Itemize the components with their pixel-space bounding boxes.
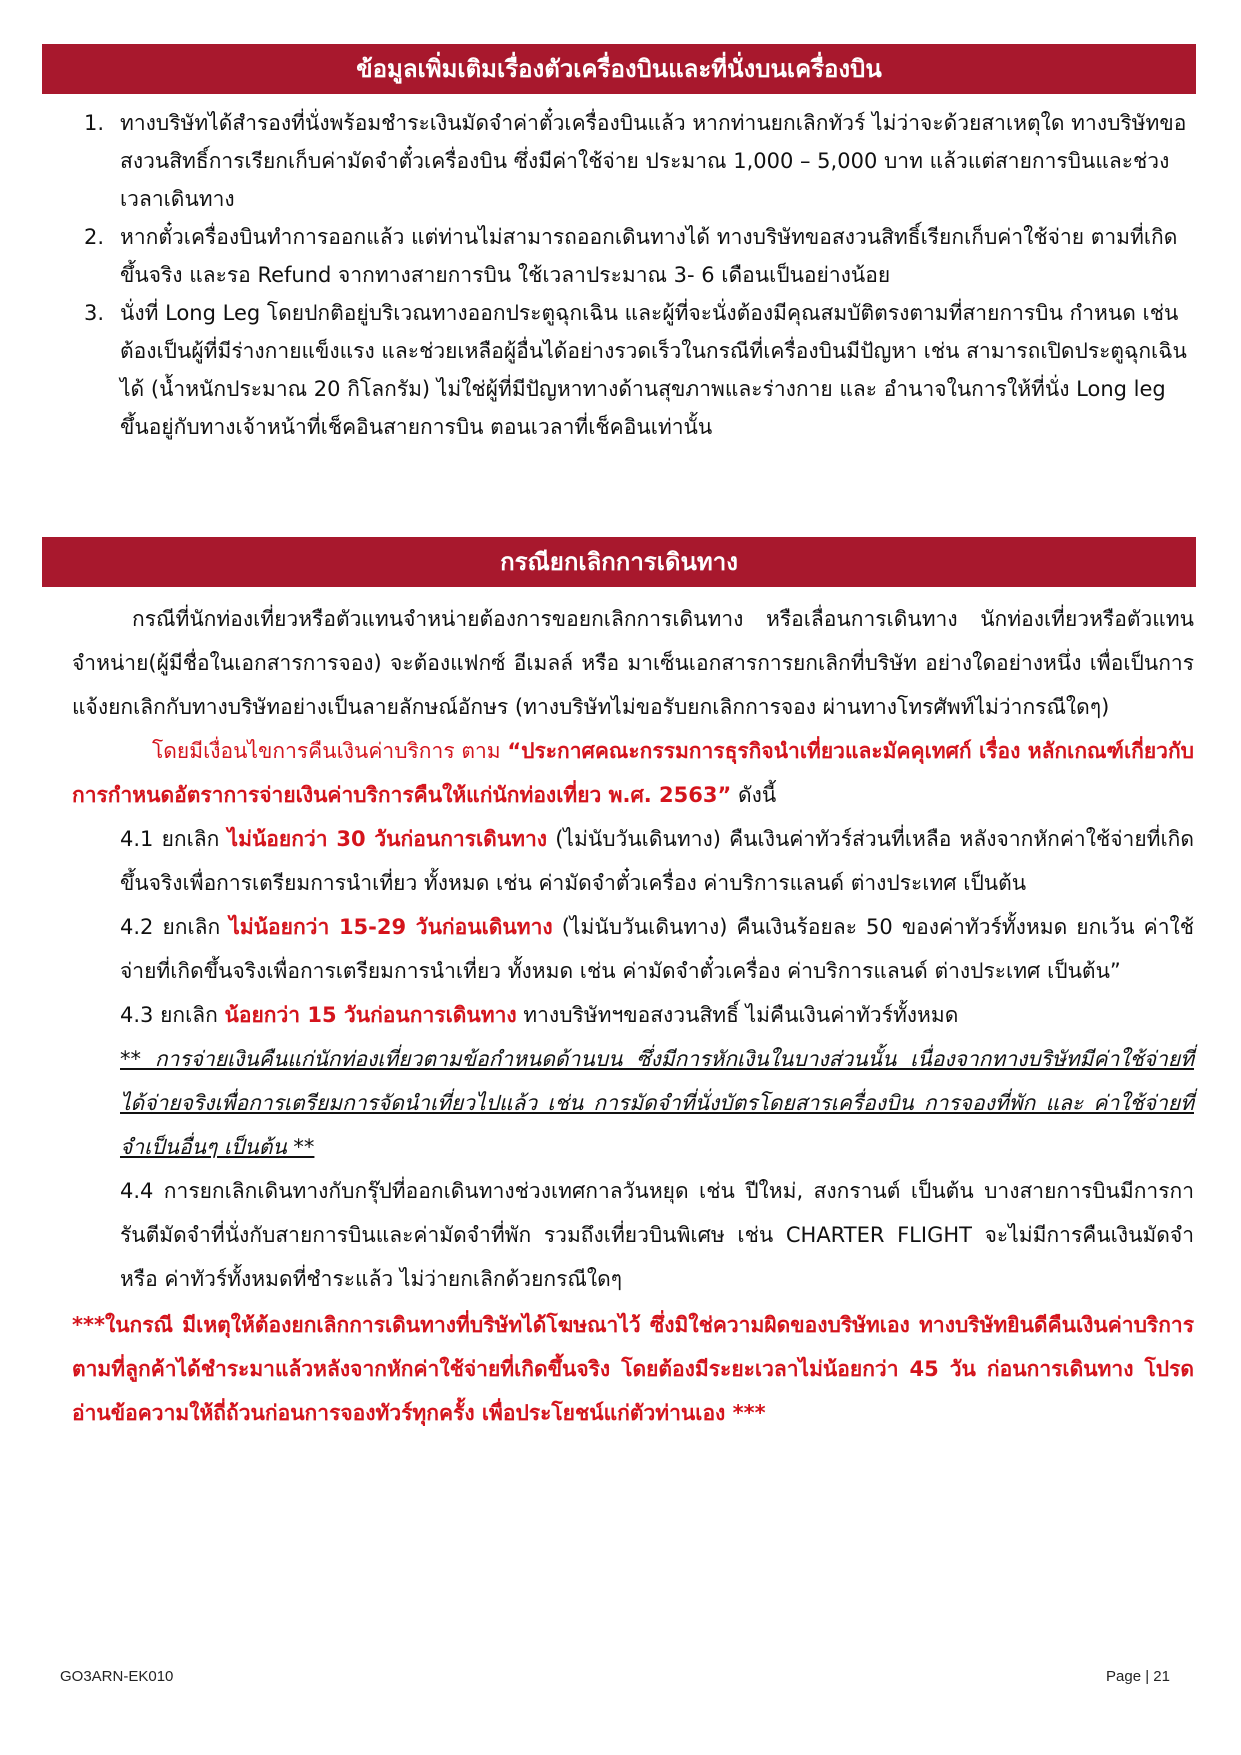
tour-code: GO3ARN-EK010 — [60, 1668, 174, 1685]
rule-highlight: ไม่น้อยกว่า 15-29 วันก่อนเดินทาง — [229, 915, 553, 939]
rule-4-1 — [72, 817, 1194, 905]
list-item-number: 3. — [84, 301, 105, 325]
list-item-text: นั่งที่ Long Leg โดยปกติอยู่บริเวณทางออกประตูฉุกเฉิน และผู้ที่จะนั่งต้องมีคุณสมบัติตรงตามที่สายการบิน กำหนด เช่น ต้องเป็นผู้ที่มีร่างกายแข็งแรง และช่วยเหลือผู้อื่นได้อย่างรวดเร็วในกรณีที่เครื่องบินมีปัญหา เช่น สามารถเปิดประตูฉุกเฉินได้ (น้ำหนักประมาณ 20 กิโลกรัม) ไม่ใช่ผู้ที่มีปัญหาทางด้านสุขภาพและร่างกาย และ อำนาจในการให้ที่นั่ง Long leg ขึ้นอยู่กับทางเจ้าหน้าที่เช็คอินสายการบิน ตอนเวลาที่เช็คอินเท่านั้น — [120, 301, 1187, 439]
rule-prefix: 4.3 ยกเลิก — [120, 1003, 225, 1027]
company-cancellation-notice: ***ในกรณี มีเหตุให้ต้องยกเลิกการเดินทางที่บริษัทได้โฆษณาไว้ ซึ่งมิใช่ความผิดของบริษัทเอง ทางบริษัทยินดีคืนเงินค่าบริการตามที่ลูกค้าได้ชำระมาแล้วหลังจากหักค่าใช้จ่ายที่เกิดขึ้นจริง โดยต้องมีระยะเวลาไม่น้อยกว่า 45 วัน ก่อนการเดินทาง โปรดอ่านข้อความให้ถี่ถ้วนก่อนการจองทัวร์ทุกครั้ง เพื่อประโยชน์แก่ตัวท่านเอง *** — [72, 1313, 1194, 1425]
list-item — [42, 218, 1196, 294]
rule-4-4: 4.4 การยกเลิกเดินทางกับกรุ๊ปที่ออกเดินทางช่วงเทศกาลวันหยุด เช่น ปีใหม่, สงกรานต์ เป็นต้น บางสายการบินมีการการันตีมัดจำที่นั่งกับสายการบินและค่ามัดจำที่พัก รวมถึงเที่ยวบินพิเศษ เช่น CHARTER FLIGHT จะไม่มีการคืนเงินมัดจำ หรือ ค่าทัวร์ทั้งหมดที่ชำระแล้ว ไม่ว่ายกเลิกด้วยกรณีใดๆ — [120, 1179, 1194, 1291]
list-item — [42, 294, 1196, 446]
rule-highlight: น้อยกว่า 15 วันก่อนการเดินทาง — [224, 1003, 517, 1027]
cancellation-intro: กรณีที่นักท่องเที่ยวหรือตัวแทนจำหน่ายต้องการขอยกเลิกการเดินทาง หรือเลื่อนการเดินทาง นักท่องเที่ยวหรือตัวแทนจำหน่าย(ผู้มีชื่อในเอกสารการจอง) จะต้องแฟกซ์ อีเมลล์ หรือ มาเซ็นเอกสารการยกเลิกที่บริษัท อย่างใดอย่างหนึ่ง เพื่อเป็นการแจ้งยกเลิกกับทางบริษัทอย่างเป็นลายลักษณ์อักษร (ทางบริษัทไม่ขอรับยกเลิกการจอง ผ่านทางโทรศัพท์ไม่ว่ากรณีใดๆ) — [72, 607, 1194, 719]
list-item-text: หากตั๋วเครื่องบินทำการออกแล้ว แต่ท่านไม่สามารถออกเดินทางได้ ทางบริษัทขอสงวนสิทธิ์เรียกเก็บค่าใช้จ่าย ตามที่เกิดขึ้นจริง และรอ Refund จากทางสายการบิน ใช้เวลาประมาณ 3- 6 เดือนเป็นอย่างน้อย — [120, 225, 1178, 287]
section-title-aircraft-seats: ข้อมูลเพิ่มเติมเรื่องตัวเครื่องบินและที่นั่งบนเครื่องบิน — [42, 44, 1196, 94]
page-number: Page | 21 — [1106, 1668, 1170, 1685]
rule-4-3 — [72, 993, 1194, 1037]
rule-highlight: ไม่น้อยกว่า 30 วันก่อนการเดินทาง — [227, 827, 548, 851]
aircraft-info-list — [42, 104, 1196, 446]
section-title-cancellation: กรณียกเลิกการเดินทาง — [42, 537, 1196, 587]
condition-lead: โดยมีเงื่อนไขการคืนเงินค่าบริการ ตาม — [152, 739, 508, 763]
condition-tail: ดังนี้ — [731, 783, 777, 807]
refund-note: ** การจ่ายเงินคืนแก่นักท่องเที่ยวตามข้อกำหนดด้านบน ซึ่งมีการหักเงินในบางส่วนนั้น เนื่องจากทางบริษัทมีค่าใช้จ่ายที่ได้จ่ายจริงเพื่อการเตรียมการจัดนำเที่ยวไปแล้ว เช่น การมัดจำที่นั่งบัตรโดยสารเครื่องบิน การจองที่พัก และ ค่าใช้จ่ายที่จำเป็นอื่นๆ เป็นต้น ** — [120, 1047, 1194, 1159]
rule-text: (ไม่นับวันเดินทาง) คืนเงินร้อยละ 50 ของค่าทัวร์ทั้งหมด ยกเว้น ค่าใช้จ่ายที่เกิดขึ้นจริงเพื่อการเตรียมการนำเที่ยว ทั้งหมด เช่น ค่ามัดจำตั๋วเครื่อง ค่าบริการแลนด์ ต่างประเทศ เป็นต้น” — [120, 915, 1195, 983]
rule-4-2 — [72, 905, 1194, 993]
list-item-text: ทางบริษัทได้สำรองที่นั่งพร้อมชำระเงินมัดจำค่าตั๋วเครื่องบินแล้ว หากท่านยกเลิกทัวร์ ไม่ว่าจะด้วยสาเหตุใด ทางบริษัทขอสงวนสิทธิ์การเรียกเก็บค่ามัดจำตั๋วเครื่องบิน ซึ่งมีค่าใช้จ่าย ประมาณ 1,000 – 5,000 บาท แล้วแต่สายการบินและช่วงเวลาเดินทาง — [120, 111, 1187, 211]
rule-text: ทางบริษัทฯขอสงวนสิทธิ์ ไม่คืนเงินค่าทัวร์ทั้งหมด — [516, 1003, 959, 1027]
list-item — [42, 104, 1196, 218]
rule-prefix: 4.2 ยกเลิก — [120, 915, 230, 939]
rule-prefix: 4.1 ยกเลิก — [120, 827, 228, 851]
condition-announcement: “ประกาศคณะกรรมการธุรกิจนำเที่ยวและมัคคุเทศก์ เรื่อง หลักเกณฑ์เกี่ยวกับการกำหนดอัตราการจ่ายเงินค่าบริการคืนให้แก่นักท่องเที่ยว พ.ศ. 2563” — [72, 739, 1194, 807]
cancellation-body — [72, 597, 1194, 1435]
refund-condition — [72, 729, 1194, 817]
list-item-number: 1. — [84, 111, 105, 135]
list-item-number: 2. — [84, 225, 105, 249]
rule-text: (ไม่นับวันเดินทาง) คืนเงินค่าทัวร์ส่วนที่เหลือ หลังจากหักค่าใช้จ่ายที่เกิดขึ้นจริงเพื่อการเตรียมการนำเที่ยว ทั้งหมด เช่น ค่ามัดจำตั๋วเครื่อง ค่าบริการแลนด์ ต่างประเทศ เป็นต้น — [120, 827, 1195, 895]
